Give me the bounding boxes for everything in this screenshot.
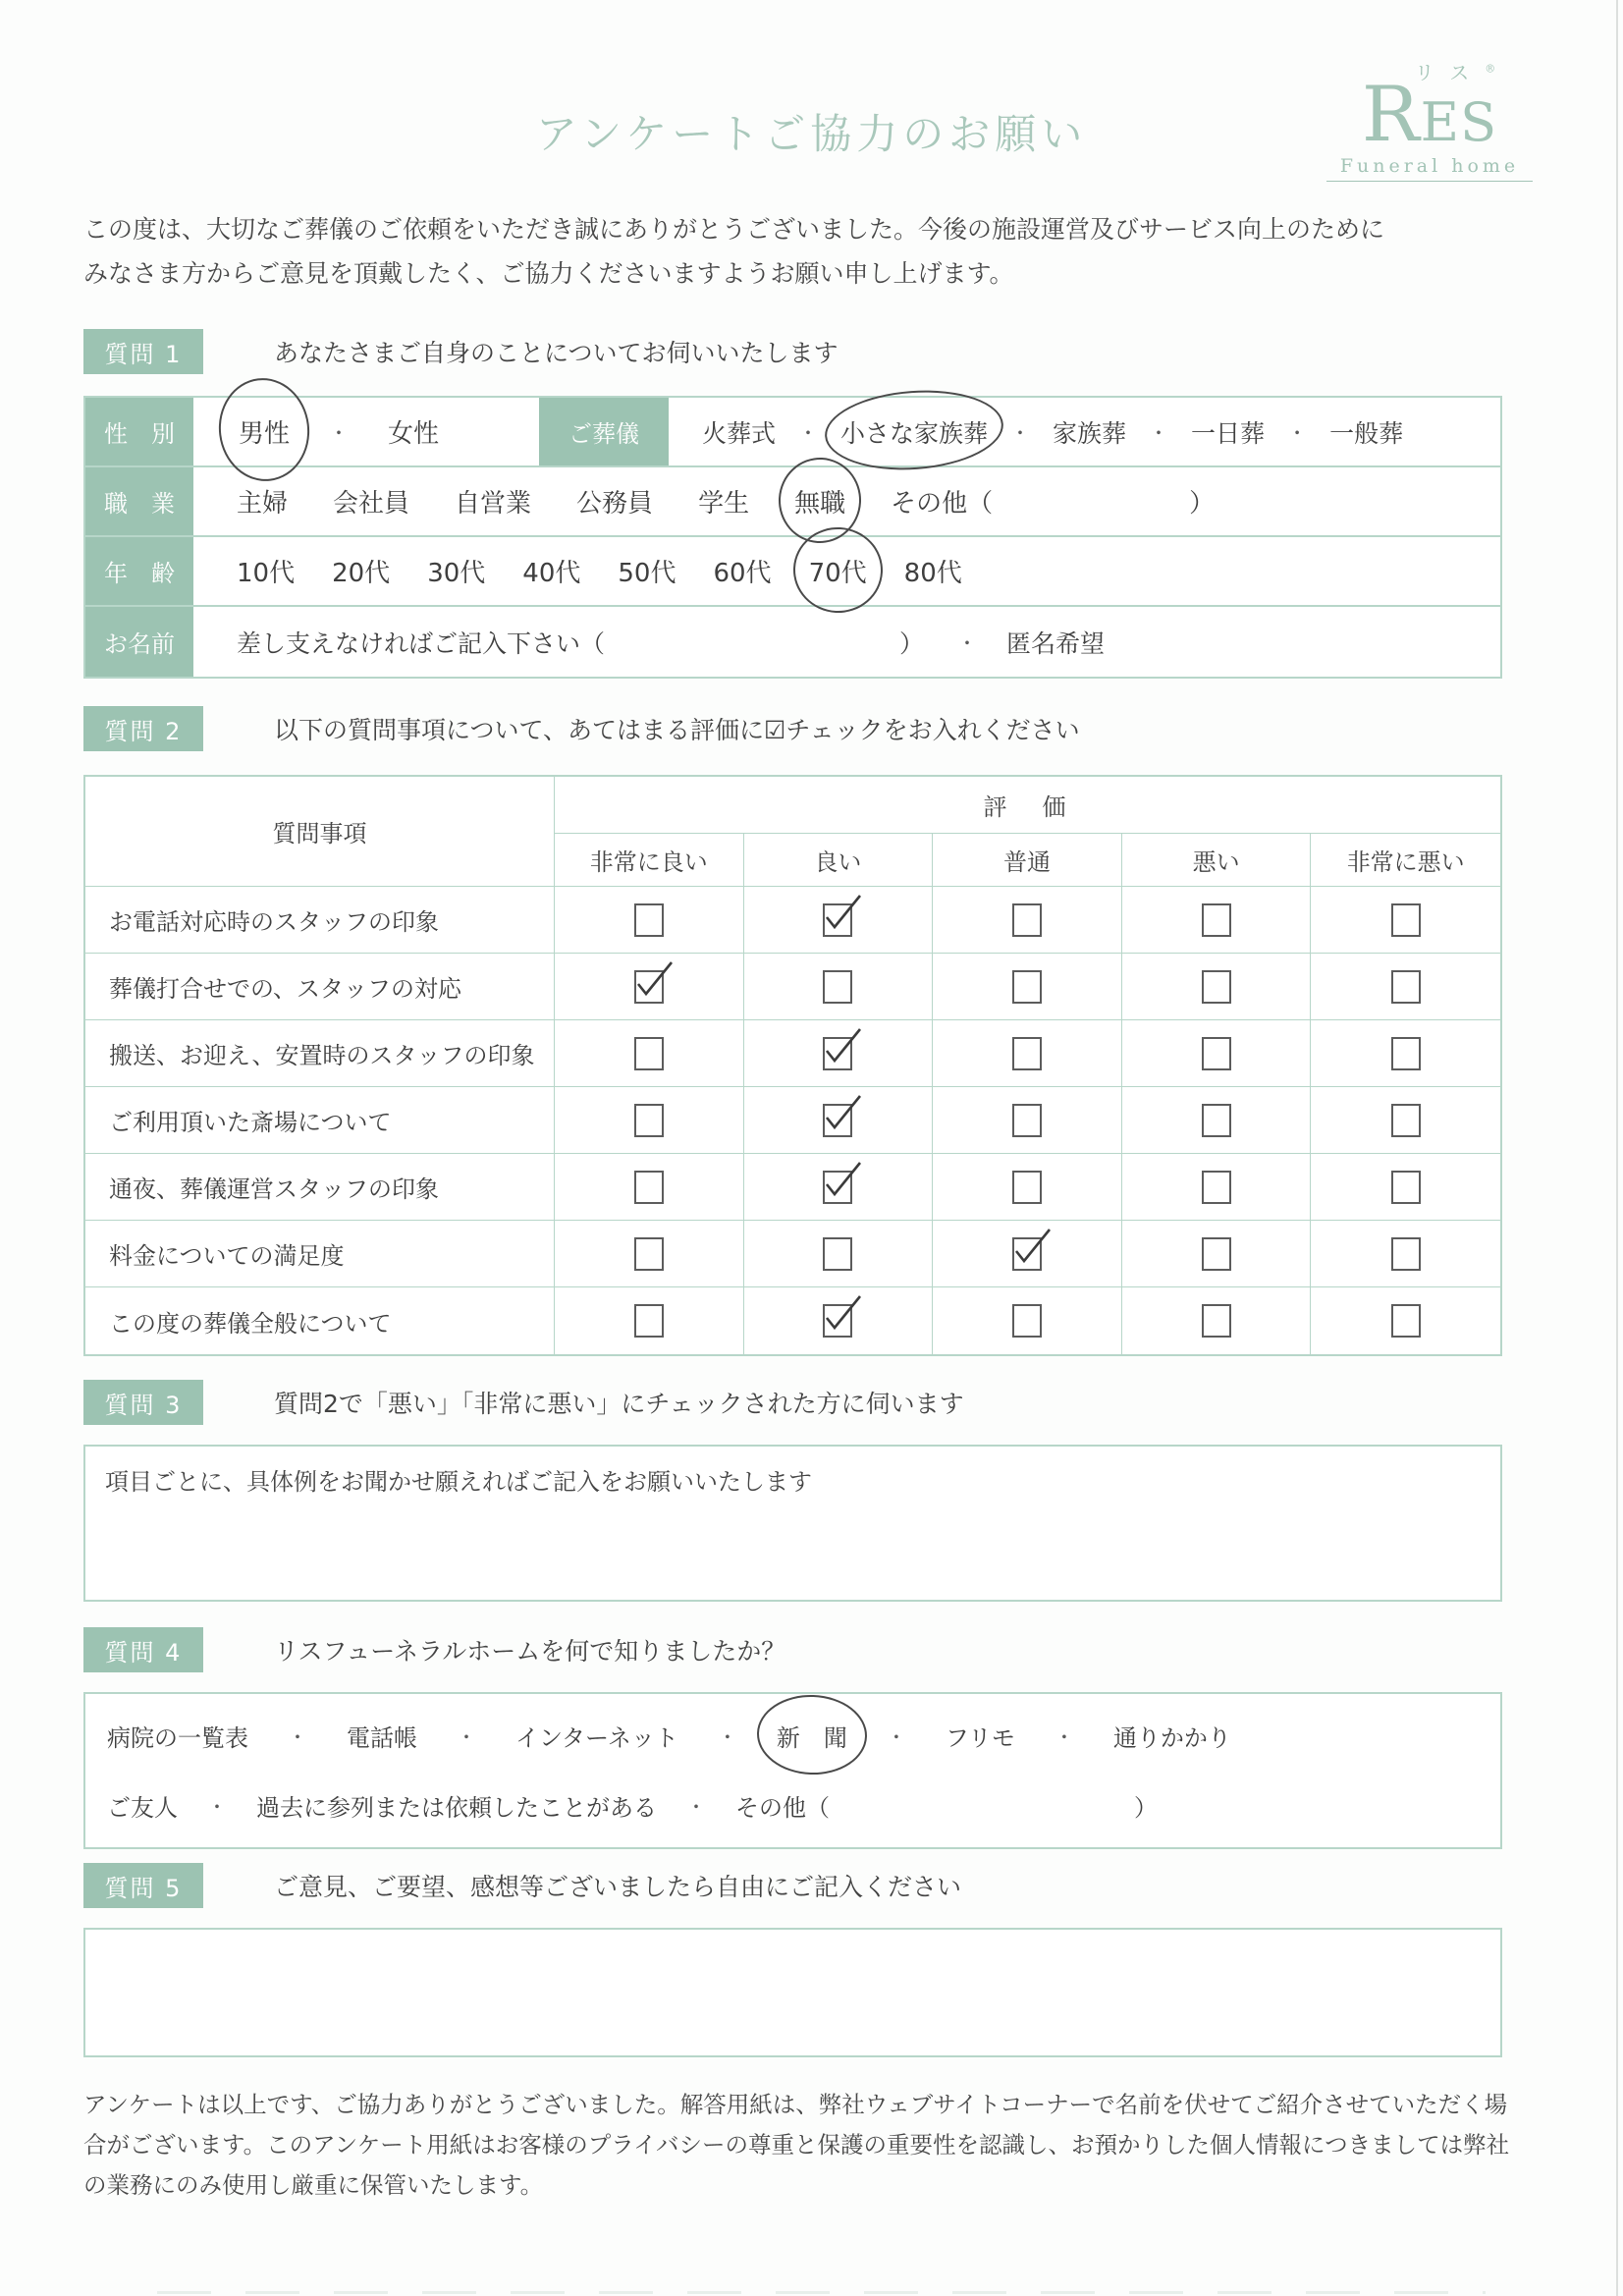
option-circled[interactable]: 無職 bbox=[794, 483, 845, 519]
checkbox-checked[interactable] bbox=[823, 1304, 852, 1338]
separator-dot: ・ bbox=[686, 1795, 706, 1819]
checkbox[interactable] bbox=[1202, 1104, 1231, 1137]
source-options-line2 bbox=[107, 1788, 1500, 1823]
rating-header: 普通 bbox=[933, 834, 1122, 887]
question-item: 搬送、お迎え、安置時のスタッフの印象 bbox=[85, 1020, 555, 1087]
option[interactable]: 火葬式 bbox=[702, 418, 777, 448]
name-write-in-area[interactable] bbox=[605, 627, 899, 658]
q4-badge: 質問 4 bbox=[83, 1627, 203, 1672]
rating-cell[interactable] bbox=[555, 1221, 744, 1287]
handwritten-check-icon bbox=[819, 1092, 866, 1135]
option[interactable]: 会社員 bbox=[333, 489, 410, 519]
q3-title: 質問2で「悪い」「非常に悪い」にチェックされた方に伺います bbox=[274, 1390, 964, 1418]
checkbox[interactable] bbox=[1202, 970, 1231, 1004]
checkbox[interactable] bbox=[823, 970, 852, 1004]
column-header-items: 質問事項 bbox=[85, 777, 555, 887]
gender-options bbox=[193, 398, 539, 465]
other-open-paren: その他（ bbox=[891, 489, 994, 519]
rating-cell[interactable] bbox=[1122, 1087, 1312, 1154]
rating-cell[interactable] bbox=[933, 1020, 1122, 1087]
rating-cell[interactable] bbox=[1311, 1154, 1500, 1221]
checkbox[interactable] bbox=[1202, 1171, 1231, 1204]
rating-cell[interactable] bbox=[1311, 1020, 1500, 1087]
rating-cell[interactable] bbox=[555, 887, 744, 954]
checkbox[interactable] bbox=[823, 1237, 852, 1271]
checkbox[interactable] bbox=[634, 1304, 664, 1338]
option-circled[interactable]: 新 聞 bbox=[777, 1719, 847, 1753]
checkbox[interactable] bbox=[634, 1171, 664, 1204]
rating-cell[interactable] bbox=[744, 1287, 934, 1354]
age-label: 年 齢 bbox=[85, 537, 193, 605]
rating-cell[interactable] bbox=[1122, 1154, 1312, 1221]
option[interactable]: 50代 bbox=[618, 559, 676, 588]
checkbox[interactable] bbox=[1391, 970, 1421, 1004]
row-occupation bbox=[85, 467, 1500, 537]
column-header-rating: 評 価 bbox=[555, 777, 1500, 834]
option[interactable]: ご友人 bbox=[107, 1794, 178, 1822]
q2-badge: 質問 2 bbox=[83, 706, 203, 751]
rating-cell[interactable] bbox=[1311, 954, 1500, 1020]
rating-cell[interactable] bbox=[933, 887, 1122, 954]
name-label: お名前 bbox=[85, 607, 193, 677]
rating-cell[interactable] bbox=[1122, 1221, 1312, 1287]
checkbox[interactable] bbox=[1012, 1104, 1042, 1137]
funeral-type-options bbox=[669, 398, 1500, 465]
rating-cell[interactable] bbox=[1311, 1221, 1500, 1287]
rating-cell[interactable] bbox=[555, 954, 744, 1020]
rating-cell[interactable] bbox=[933, 1154, 1122, 1221]
handwritten-check-icon bbox=[819, 892, 866, 935]
rating-cell[interactable] bbox=[933, 1087, 1122, 1154]
q1-badge: 質問 1 bbox=[83, 329, 203, 374]
option[interactable]: 過去に参列または依頼したことがある bbox=[256, 1794, 657, 1822]
separator-dot: ・ bbox=[1010, 421, 1031, 445]
scan-edge-artifact bbox=[1616, 0, 1618, 2296]
checkbox[interactable] bbox=[1391, 1104, 1421, 1137]
q3-header bbox=[83, 1380, 1623, 1425]
checkbox[interactable] bbox=[1391, 1037, 1421, 1070]
q3-comment-box[interactable] bbox=[83, 1445, 1502, 1602]
option[interactable]: 一般葬 bbox=[1329, 418, 1404, 448]
rating-cell[interactable] bbox=[555, 1154, 744, 1221]
logo-kana: リス® bbox=[1414, 61, 1496, 84]
funeral-type-label: ご葬儀 bbox=[539, 398, 669, 465]
question-item: 葬儀打合せでの、スタッフの対応 bbox=[85, 954, 555, 1020]
q3-box-prompt: 項目ごとに、具体例をお聞かせ願えればご記入をお願いいたします bbox=[105, 1468, 812, 1496]
separator-dot: ・ bbox=[1149, 421, 1169, 445]
q4-source-box bbox=[83, 1692, 1502, 1849]
option[interactable]: フリモ bbox=[945, 1724, 1015, 1752]
option[interactable]: 電話帳 bbox=[347, 1724, 417, 1752]
row-age bbox=[85, 537, 1500, 607]
option[interactable]: 60代 bbox=[713, 559, 772, 588]
checkbox[interactable] bbox=[634, 903, 664, 937]
checkbox[interactable] bbox=[1391, 1304, 1421, 1338]
checkbox-checked[interactable] bbox=[634, 970, 664, 1004]
gender-label: 性 別 bbox=[85, 398, 193, 465]
source-options-line1 bbox=[107, 1719, 1500, 1753]
checkbox-checked[interactable] bbox=[1012, 1237, 1042, 1271]
rating-cell[interactable] bbox=[555, 1287, 744, 1354]
separator-dot: ・ bbox=[288, 1725, 307, 1749]
separator-dot: ・ bbox=[717, 1725, 737, 1749]
rating-cell[interactable] bbox=[1122, 887, 1312, 954]
separator-dot: ・ bbox=[957, 631, 978, 655]
option[interactable]: 40代 bbox=[522, 559, 581, 588]
document-header bbox=[0, 0, 1623, 177]
occupation-label: 職 業 bbox=[85, 467, 193, 535]
rating-cell[interactable] bbox=[744, 1221, 934, 1287]
checkbox[interactable] bbox=[1012, 903, 1042, 937]
q3-badge: 質問 3 bbox=[83, 1380, 203, 1425]
row-gender-funeral bbox=[85, 398, 1500, 467]
separator-dot: ・ bbox=[1054, 1725, 1074, 1749]
separator-dot: ・ bbox=[457, 1725, 476, 1749]
option[interactable]: 公務員 bbox=[576, 489, 654, 519]
rating-cell[interactable] bbox=[744, 887, 934, 954]
rating-cell[interactable] bbox=[933, 1221, 1122, 1287]
option[interactable]: 一日葬 bbox=[1191, 418, 1266, 448]
other-close-paren: ） bbox=[1134, 1794, 1158, 1822]
q2-title: 以下の質問事項について、あてはまる評価に☑チェックをお入れください bbox=[274, 716, 1080, 744]
option[interactable]: 女性 bbox=[388, 419, 440, 449]
separator-dot: ・ bbox=[886, 1725, 906, 1749]
name-close-paren: ） bbox=[899, 629, 925, 658]
page-title: アンケートご協力のお願い bbox=[535, 110, 1088, 158]
separator-dot: ・ bbox=[207, 1795, 227, 1819]
rating-cell[interactable] bbox=[1311, 887, 1500, 954]
occupation-other bbox=[891, 467, 1215, 535]
separator-dot: ・ bbox=[329, 421, 350, 445]
checkbox[interactable] bbox=[1012, 1037, 1042, 1070]
other-open-paren: その他（ bbox=[735, 1794, 830, 1822]
checkbox-checked[interactable] bbox=[823, 903, 852, 937]
handwritten-check-icon bbox=[819, 1292, 866, 1336]
checkbox[interactable] bbox=[1391, 1171, 1421, 1204]
q5-title: ご意見、ご要望、感想等ございましたら自由にご記入ください bbox=[274, 1873, 962, 1901]
checkbox[interactable] bbox=[1012, 1171, 1042, 1204]
q4-header bbox=[83, 1627, 1623, 1672]
scan-bottom-artifact bbox=[157, 2291, 1486, 2294]
option-circled[interactable]: 男性 bbox=[239, 413, 290, 450]
checkbox[interactable] bbox=[634, 1237, 664, 1271]
other-write-in-area[interactable] bbox=[993, 486, 1189, 518]
rating-table bbox=[83, 775, 1502, 1356]
option-circled[interactable]: 70代 bbox=[809, 553, 867, 589]
option-circled[interactable]: 小さな家族葬 bbox=[840, 414, 988, 450]
checkbox[interactable] bbox=[1202, 903, 1231, 937]
rating-cell[interactable] bbox=[555, 1087, 744, 1154]
rating-cell[interactable] bbox=[744, 954, 934, 1020]
question-item: ご利用頂いた斎場について bbox=[85, 1087, 555, 1154]
q5-badge: 質問 5 bbox=[83, 1863, 203, 1908]
row-name bbox=[85, 607, 1500, 677]
rating-cell[interactable] bbox=[744, 1020, 934, 1087]
rating-cell[interactable] bbox=[744, 1154, 934, 1221]
checkbox[interactable] bbox=[1391, 1237, 1421, 1271]
other-write-in-area[interactable] bbox=[859, 1790, 1105, 1822]
rating-header: 良い bbox=[744, 834, 934, 887]
checkbox[interactable] bbox=[1391, 903, 1421, 937]
option[interactable]: 10代 bbox=[237, 559, 296, 588]
rating-cell[interactable] bbox=[1311, 1287, 1500, 1354]
company-logo bbox=[1326, 63, 1533, 182]
separator-dot: ・ bbox=[798, 421, 819, 445]
q5-comment-box[interactable] bbox=[83, 1928, 1502, 2057]
question-item: 料金についての満足度 bbox=[85, 1221, 555, 1287]
question-item: お電話対応時のスタッフの印象 bbox=[85, 887, 555, 954]
age-options bbox=[193, 537, 962, 605]
checkbox-checked[interactable] bbox=[823, 1104, 852, 1137]
source-options-line2-list bbox=[107, 1788, 657, 1823]
rating-cell[interactable] bbox=[933, 954, 1122, 1020]
intro-line1: この度は、大切なご葬儀のご依頼をいただき誠にありがとうございました。今後の施設運営及びサービス向上のために bbox=[83, 215, 1385, 244]
option[interactable]: 主婦 bbox=[237, 489, 289, 519]
checkbox[interactable] bbox=[1012, 1304, 1042, 1338]
other-close-paren: ） bbox=[1189, 489, 1216, 519]
occupation-options bbox=[193, 467, 845, 535]
checkbox[interactable] bbox=[634, 1104, 664, 1137]
q5-header bbox=[83, 1863, 1623, 1908]
rating-header: 悪い bbox=[1122, 834, 1312, 887]
handwritten-check-icon bbox=[630, 958, 677, 1002]
question-item: 通夜、葬儀運営スタッフの印象 bbox=[85, 1154, 555, 1221]
q1-title: あなたさまご自身のことについてお伺いいたします bbox=[274, 339, 839, 367]
option[interactable]: 家族葬 bbox=[1053, 418, 1127, 448]
checkbox[interactable] bbox=[1012, 970, 1042, 1004]
rating-cell[interactable] bbox=[1122, 1020, 1312, 1087]
q1-header bbox=[83, 329, 1623, 374]
option[interactable]: 通りかかり bbox=[1112, 1724, 1231, 1752]
option[interactable]: 30代 bbox=[427, 559, 486, 588]
rating-cell[interactable] bbox=[1122, 954, 1312, 1020]
handwritten-check-icon bbox=[1008, 1226, 1055, 1269]
logo-wordmark: RES bbox=[1361, 71, 1498, 159]
checkbox[interactable] bbox=[1202, 1237, 1231, 1271]
rating-header: 非常に悪い bbox=[1311, 834, 1500, 887]
q4-title: リスフューネラルホームを何で知りましたか？ bbox=[274, 1637, 786, 1666]
question-item: この度の葬儀全般について bbox=[85, 1287, 555, 1354]
intro-text bbox=[83, 208, 1525, 296]
checkbox-checked[interactable] bbox=[823, 1171, 852, 1204]
rating-cell[interactable] bbox=[555, 1020, 744, 1087]
name-prompt: 差し支えなければご記入下さい（ bbox=[237, 629, 606, 658]
rating-header: 非常に良い bbox=[555, 834, 744, 887]
rating-cell[interactable] bbox=[1122, 1287, 1312, 1354]
checkbox-checked[interactable] bbox=[823, 1037, 852, 1070]
handwritten-check-icon bbox=[819, 1025, 866, 1068]
profile-table bbox=[83, 396, 1502, 679]
intro-line2: みなさま方からご意見を頂戴したく、ご協力くださいますようお願い申し上げます。 bbox=[83, 258, 1014, 288]
separator-dot: ・ bbox=[1287, 421, 1308, 445]
logo-subtitle: Funeral home bbox=[1326, 157, 1533, 182]
checkbox[interactable] bbox=[634, 1037, 664, 1070]
name-entry bbox=[193, 607, 1500, 677]
rating-cell[interactable] bbox=[933, 1287, 1122, 1354]
checkbox[interactable] bbox=[1202, 1037, 1231, 1070]
rating-cell[interactable] bbox=[744, 1087, 934, 1154]
handwritten-check-icon bbox=[819, 1159, 866, 1202]
option[interactable]: 80代 bbox=[903, 559, 962, 588]
option[interactable]: 自営業 bbox=[455, 489, 532, 519]
checkbox[interactable] bbox=[1202, 1304, 1231, 1338]
option-anonymous[interactable]: 匿名希望 bbox=[1006, 629, 1106, 658]
option[interactable]: 学生 bbox=[698, 489, 750, 519]
option[interactable]: インターネット bbox=[515, 1724, 678, 1752]
registered-mark-icon: ® bbox=[1485, 62, 1496, 76]
q2-header bbox=[83, 706, 1623, 751]
footer-text: アンケートは以上です、ご協力ありがとうございました。解答用紙は、弊社ウェブサイトコーナーで名前を伏せてご紹介させていただく場合がございます。このアンケート用紙はお客様のプライバシーの尊重と保護の重要性を認識し、お預かりした個人情報につきましては弊社の業務にのみ使用し厳重に保管いたします。 bbox=[83, 2091, 1510, 2199]
rating-cell[interactable] bbox=[1311, 1087, 1500, 1154]
option[interactable]: 病院の一覧表 bbox=[107, 1724, 248, 1752]
option[interactable]: 20代 bbox=[332, 559, 391, 588]
